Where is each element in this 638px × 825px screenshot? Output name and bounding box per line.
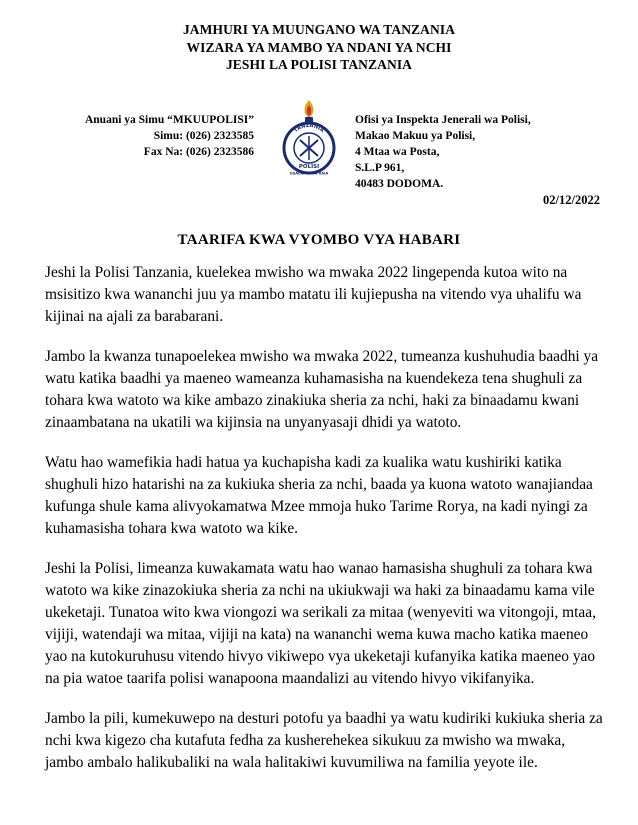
logo-bottom-text: USALAMA WA RAIA [289,171,329,176]
po-box: S.L.P 961, [355,162,405,174]
contact-right-block [355,112,605,192]
police-emblem-logo [276,98,342,176]
paragraph: Jeshi la Polisi Tanzania, kuelekea mwisho wa mwaka 2022 lingependa kutoa wito na msisitizo kwa wananchi juu ya mambo matatu ili kujiepusha na vitendo vya uhalifu wa kijinai na ajali za barabarani. [45,264,582,325]
phone-number: Simu: (026) 2323585 [153,130,254,142]
letterhead-line-ministry: WIZARA YA MAMBO YA NDANI YA NCHI [186,39,452,55]
logo-top-text: TANZANIA [292,122,325,134]
paragraph: Jambo la pili, kumekuwepo na desturi potofu ya baadhi ya watu kudiriki kukiuka sheria za nchi kwa kigezo cha kutafuta fedha za kusherehekea sikukuu za mwisho wa mwaka, jambo ambalo halikubaliki na wala halitakiwi kuvumiliwa na familia yeyote ile. [45,710,603,771]
document-date: 02/12/2022 [543,193,600,207]
street-address: 4 Mtaa wa Posta, [355,146,440,158]
paragraph: Jeshi la Polisi, limeanza kuwakamata watu hao wanao hamasisha shughuli za tohara kwa watoto wa kike zinazokiuka sheria za nchi na ukiukwaji wa haki za binaadamu kama vile ukeketaji. Tunatoa wito kwa viongozi wa serikali za mitaa (wenyeviti wa vitongoji, mtaa, vijiji, watendaji wa mitaa, vijiji na kata) na wananchi wema kuwa macho katika maeneo yao na kutokuruhusu vitendo hivyo vikiwepo vya ukeketaji kufanyika katika maeneo yao na pia watoe taarifa polisi wanapoona maandalizi au vitendo hivyo vikifanyika. [45,560,596,687]
press-release-body [45,262,605,792]
city-postcode: 40483 DODOMA. [355,178,444,190]
letterhead-line-police: JESHI LA POLISI TANZANIA [225,57,413,72]
letterhead [0,21,638,74]
logo-middle-text: POLISI [298,164,320,170]
telegram-address: Anuani ya Simu “MKUUPOLISI” [84,114,254,126]
fax-number: Fax Na: (026) 2323586 [143,146,254,158]
document-title: TAARIFA KWA VYOMBO VYA HABARI [177,232,461,248]
contact-left-block [46,112,254,160]
paragraph: Jambo la kwanza tunapoelekea mwisho wa mwaka 2022, tumeanza kushuhudia baadhi ya watu katika baadhi ya maeneo wameanza kuhamasisha na kuendekeza tena shughuli za tohara kwa watoto wa kike ambazo zinakiuka sheria za nchi, haki za binaadamu kwani zinaambatana na ukatili wa kijinsia na unyanyasaji dhidi ya watoto. [45,348,599,431]
headquarters: Makao Makuu ya Polisi, [355,130,476,142]
letterhead-line-republic: JAMHURI YA MUUNGANO WA TANZANIA [182,22,456,37]
office-name: Ofisi ya Inspekta Jenerali wa Polisi, [355,114,531,126]
paragraph: Watu hao wamefikia hadi hatua ya kuchapisha kadi za kualika watu kushiriki katika shughuli hizo hatarishi na za kukiuka sheria za nchi, baada ya kuona watoto wanajiandaa kufunga shule kama alivyokamatwa Mzee mmoja huko Tarime Rorya, na kadi nyingi za kuhamasisha tohara kwa watoto wa kike. [45,454,593,537]
